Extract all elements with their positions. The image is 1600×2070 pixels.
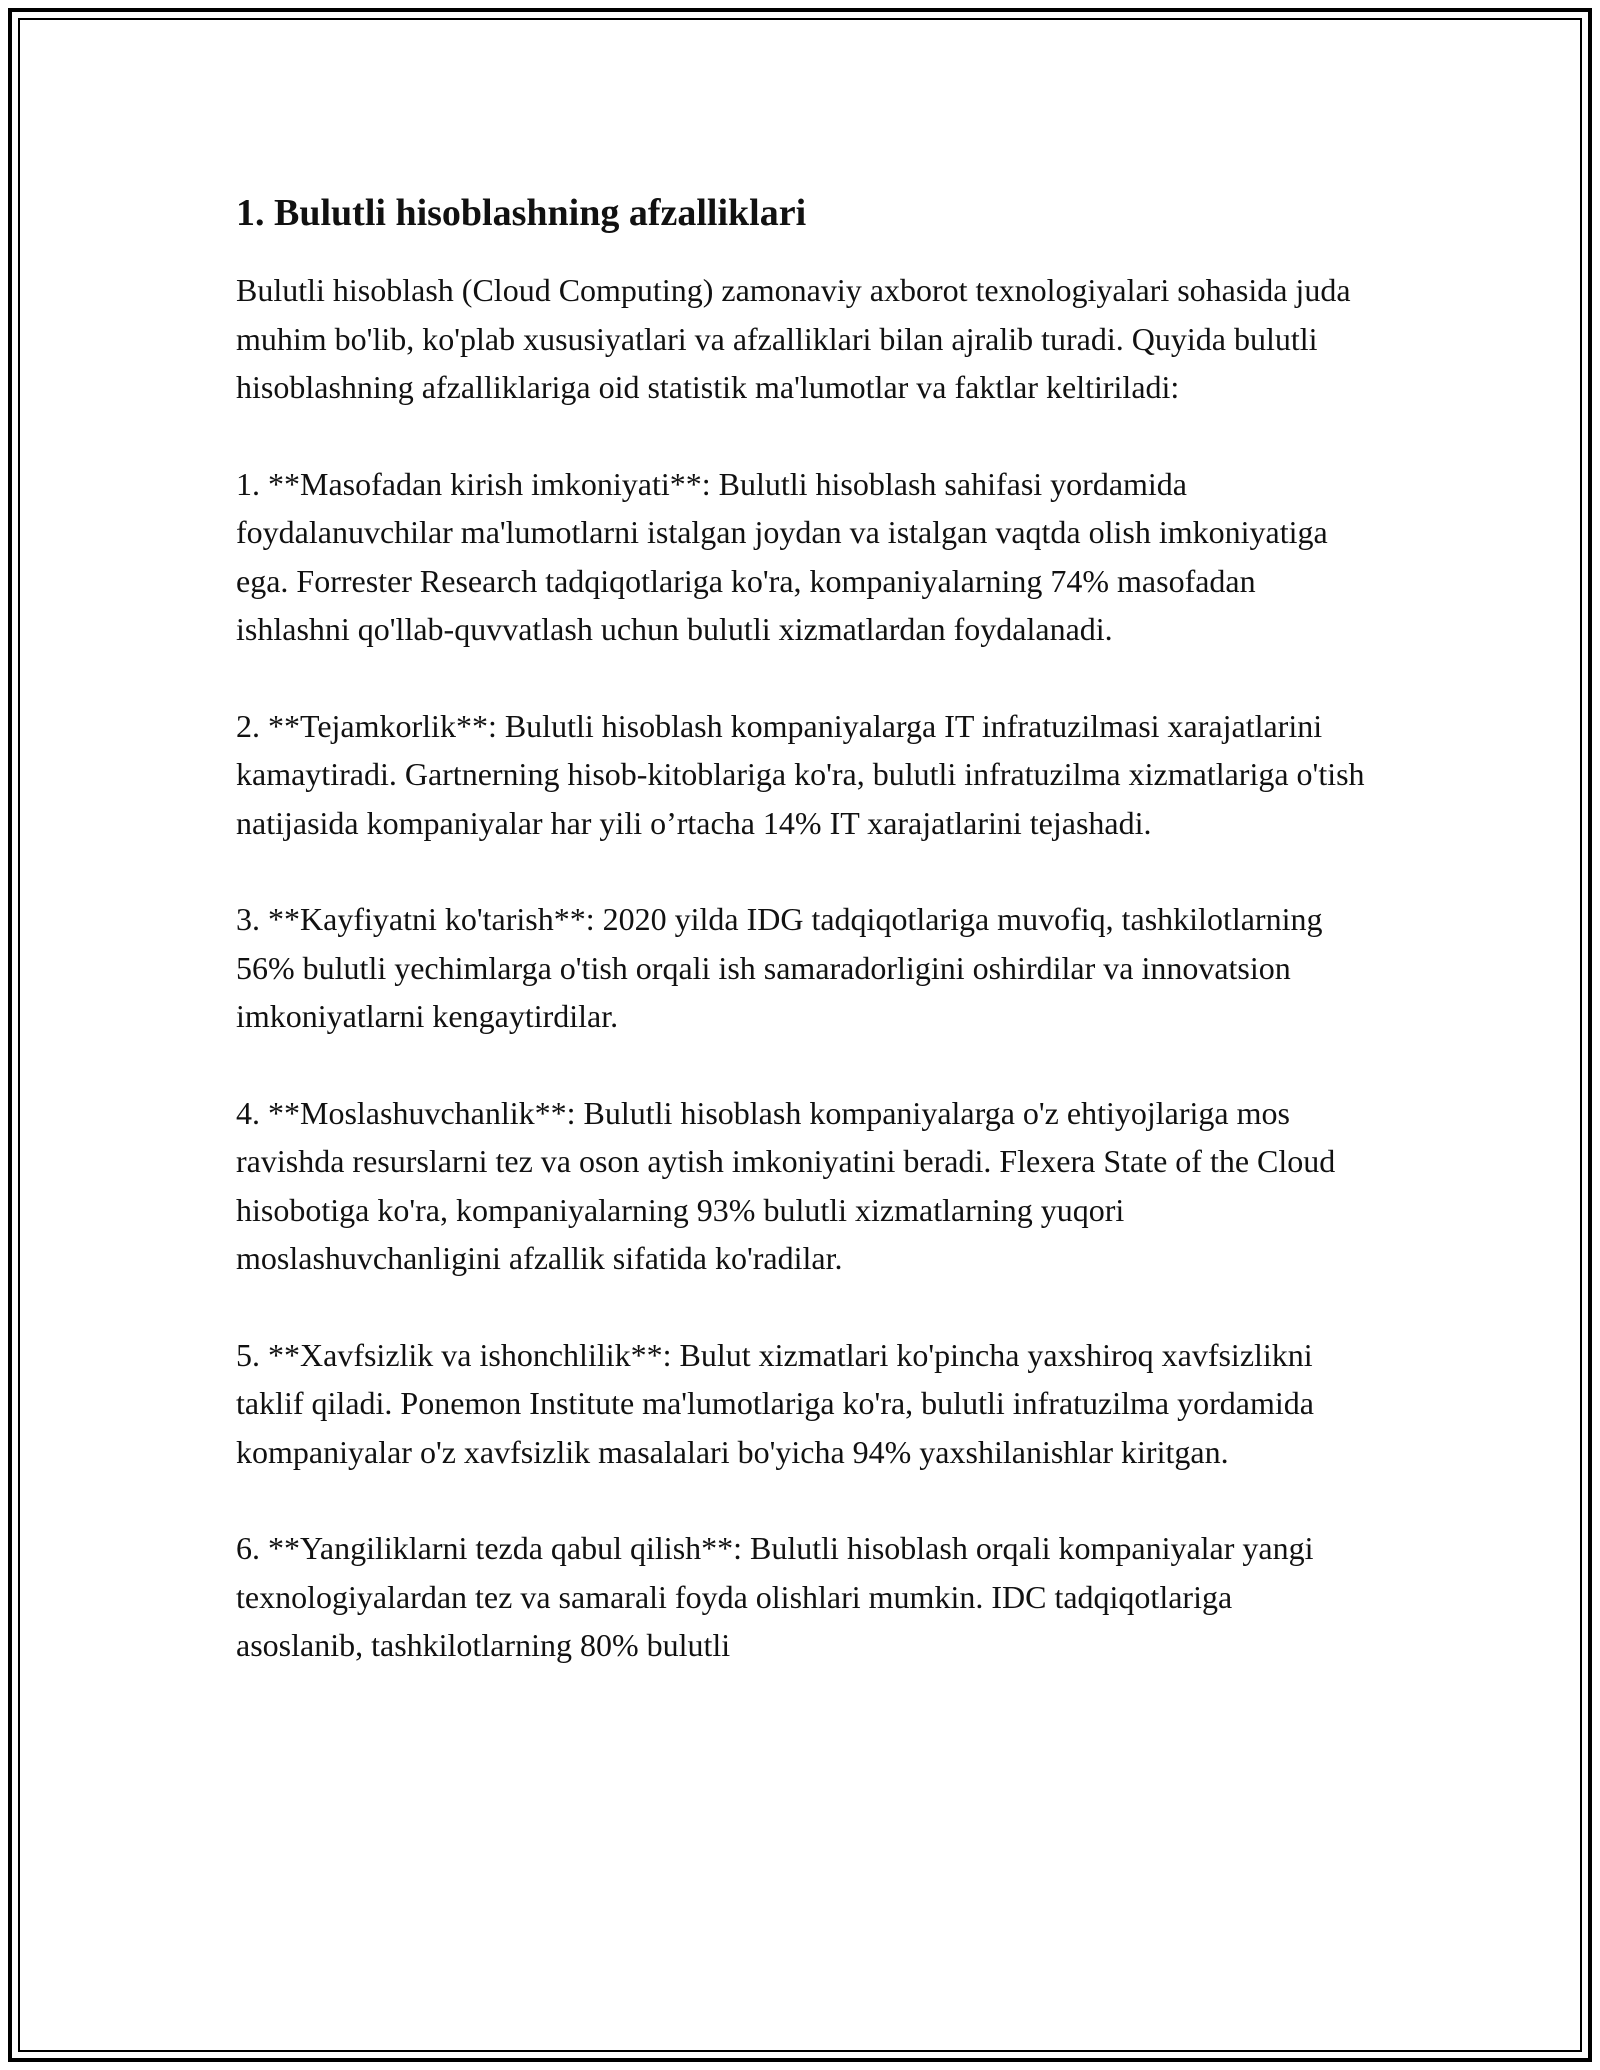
intro-paragraph: Bulutli hisoblash (Cloud Computing) zamonaviy axborot texnologiyalari sohasida juda muhim bo'lib, ko'plab xususiyatlari va afzalliklari bilan ajralib turadi. Quyida bulutli hisoblashning afzalliklariga oid statistik ma'lumotlar va faktlar keltiriladi: [236, 272, 1351, 405]
list-item-remote-access: 1. **Masofadan kirish imkoniyati**: Bulutli hisoblash sahifasi yordamida foydalanuvchilar ma'lumotlarni istalgan joydan va istalgan vaqtda olish imkoniyatiga ega. Forrester Research tadqiqotlariga ko'ra, kompaniyalarning 74% masofadan ishlashni qo'llab-quvvatlash uchun bulutli xizmatlardan foydalanadi. [236, 465, 1328, 647]
list-item-innovation: 6. **Yangiliklarni tezda qabul qilish**: Bulutli hisoblash orqali kompaniyalar yangi texnologiyalardan tez va samarali foyda olishlari mumkin. IDC tadqiqotlariga asoslanib, tashkilotlarning 80% bulutli [236, 1530, 1314, 1663]
list-item-cost-saving: 2. **Tejamkorlik**: Bulutli hisoblash kompaniyalarga IT infratuzilmasi xarajatlarini kamaytiradi. Gartnerning hisob-kitoblariga ko'ra, bulutli infratuzilma xizmatlariga o'tish natijasida kompaniyalar har yili o’rtacha 14% IT xarajatlarini tejashadi. [236, 707, 1365, 841]
list-item-productivity: 3. **Kayfiyatni ko'tarish**: 2020 yilda IDG tadqiqotlariga muvofiq, tashkilotlarning 56% bulutli yechimlarga o'tish orqali ish samaradorligini oshirdilar va innovatsion imkoniyatlarni kengaytirdilar. [236, 901, 1323, 1034]
section-heading: 1. Bulutli hisoblashning afzalliklari [236, 192, 807, 234]
list-item-security: 5. **Xavfsizlik va ishonchlilik**: Bulut xizmatlari ko'pincha yaxshiroq xavfsizlikni taklif qiladi. Ponemon Institute ma'lumotlariga ko'ra, bulutli infratuzilma yordamida kompaniyalar o'z xavfsizlik masalalari bo'yicha 94% yaxshilanishlar kiritgan. [236, 1336, 1314, 1470]
document-body [236, 186, 1366, 1718]
list-item-flexibility: 4. **Moslashuvchanlik**: Bulutli hisoblash kompaniyalarga o'z ehtiyojlariga mos ravishda resurslarni tez va oson aytish imkoniyatini beradi. Flexera State of the Cloud hisobotiga ko'ra, kompaniyalarning 93% bulutli xizmatlarning yuqori moslashuvchanligini afzallik sifatida ko'radilar. [236, 1094, 1336, 1276]
